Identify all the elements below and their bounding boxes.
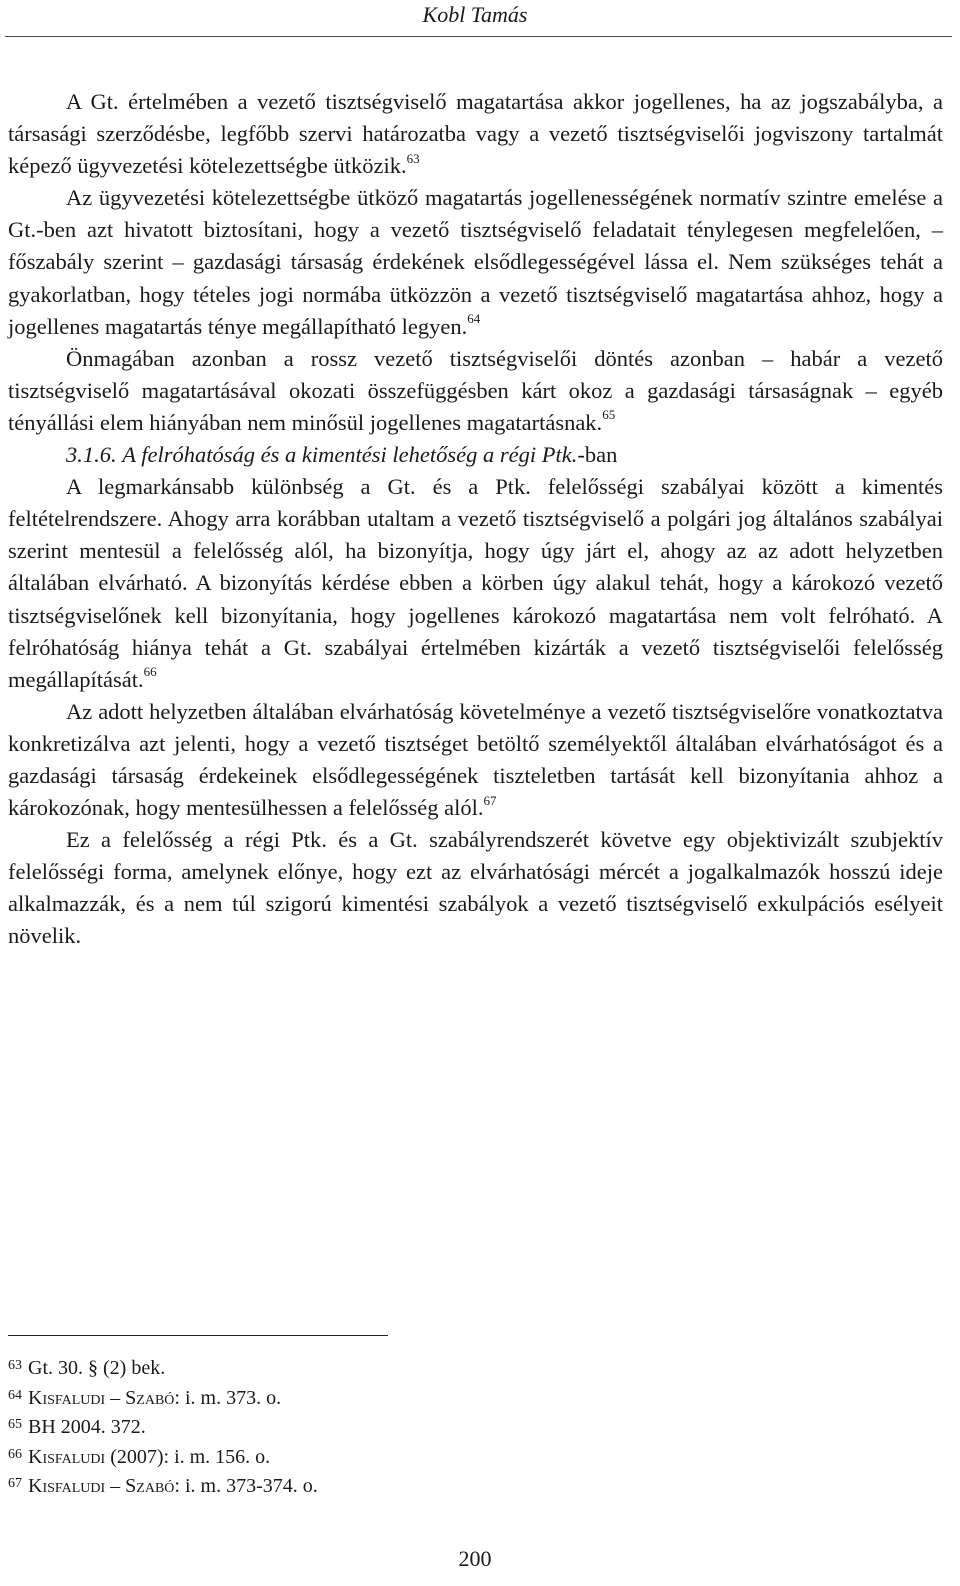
footnote-ref[interactable]: 66 <box>143 664 157 680</box>
section-heading <box>8 439 943 471</box>
paragraph <box>8 471 943 696</box>
paragraph <box>8 343 943 439</box>
footnote <box>8 1354 708 1384</box>
footnote-number: 64 <box>8 1387 22 1403</box>
footnote-number: 66 <box>8 1446 22 1462</box>
footnote-author: Kisfaludi <box>28 1445 106 1468</box>
footnote-text: (2007): i. m. 156. o. <box>105 1445 271 1468</box>
paragraph-text: Önmagában azonban a rossz vezető tisztségviselői döntés azonban – habár a vezető tisztségviselő magatartásával okozati összefüggésben kárt okoz a gazdasági társaságnak – egyéb tényállási elem hiányában nem minősül jogellenes magatartásnak. <box>8 345 943 435</box>
footnote-ref[interactable]: 65 <box>602 407 616 423</box>
footnote <box>8 1384 708 1414</box>
footnote <box>8 1443 708 1473</box>
paragraph-text: Ez a felelősség a régi Ptk. és a Gt. szabályrendszerét követve egy objektivizált szubjektív felelősségi forma, amelynek előnye, hogy ezt az elvárhatósági mércét a jogalkalmazók hosszú ideje alkalmazzák, és a nem túl szigorú kimentési szabályok a vezető tisztségviselő exkulpációs esélyeit növelik. <box>8 827 943 949</box>
running-title: Kobl Tamás <box>422 2 528 27</box>
footnote-number: 63 <box>8 1358 22 1373</box>
paragraph-text: Az ügyvezetési kötelezettségbe ütköző magatartás jogellenességének normatív szintre emelése a Gt.-ben azt hivatott biztosítani, hogy a vezető tisztségviselő feladatait ténylegesen megfelelően, – főszabály szerint – gazdasági társaság érdekének elsődlegességével lássa el. Nem szükséges tehát a gyakorlatban, hogy tételes jogi normába ütközzön a vezető tisztségviselő magatartása ahhoz, hogy a jogellenes magatartás ténye megállapítható legyen. <box>8 185 943 339</box>
page-number: 200 <box>458 1546 492 1571</box>
paragraph <box>8 182 943 342</box>
paragraph-text: Az adott helyzetben általában elvárhatóság követelménye a vezető tisztségviselőre vonatkoztatva konkretizálva azt jelenti, hogy a vezető tisztséget betöltő személyektől általában elvárhatóságot és a gazdasági társaság érdekeinek elsődlegességének tiszteletben tartását kell bizonyítania ahhoz a károkozónak, hogy mentesülhessen a felelősség alól. <box>8 698 943 821</box>
footnote-divider <box>8 1335 388 1336</box>
footnote-number: 65 <box>8 1417 22 1432</box>
section-title: A felróhatóság és a kimentési lehetőség a régi Ptk. <box>122 442 578 468</box>
paragraph <box>8 824 943 952</box>
footnote-ref[interactable]: 64 <box>467 311 481 327</box>
footnote-text: Gt. 30. § (2) bek. <box>28 1357 166 1379</box>
footnotes <box>8 1354 708 1502</box>
footnote-text: : i. m. 373-374. o. <box>174 1475 318 1497</box>
footnote-ref[interactable]: 63 <box>406 150 420 166</box>
paragraph-text: A legmarkánsabb különbség a Gt. és a Ptk. felelősségi szabályai között a kimentés feltételrendszere. Ahogy arra korábban utaltam a vezető tisztségviselő a polgári jog általános szabályai szerint mentesül a felelősség alól, ha bizonyítja, hogy úgy járt el, ahogy az az adott helyzetben általában elvárható. A bizonyítás kérdése ebben a körben úgy alakul tehát, hogy a károkozó vezető tisztségviselőnek kell bizonyítania, hogy jogellenes károkozó magatartása nem volt felróható. A felróhatóság hiánya tehát a Gt. szabályai értelmében kizárták a vezető tisztségviselői felelősség megállapítását. <box>8 474 943 692</box>
paragraph-text: A Gt. értelmében a vezető tisztségviselő magatartása akkor jogellenes, ha az jogszabályba, a társasági szerződésbe, legfőbb szervi határozatba vagy a vezető tisztségviselői jogviszony tartalmát képező ügyvezetési kötelezettségbe ütközik. <box>8 89 943 179</box>
footnote-text: BH 2004. 372. <box>28 1416 146 1438</box>
footnote <box>8 1413 708 1443</box>
footnote-text: : i. m. 373. o. <box>174 1386 282 1409</box>
footnote-number: 67 <box>8 1476 22 1491</box>
section-title-suffix: -ban <box>577 442 618 468</box>
paragraph <box>8 86 943 182</box>
footnote-author: Kisfaludi – Szabó <box>28 1386 175 1409</box>
footnote <box>8 1472 708 1502</box>
section-number: 3.1.6. <box>66 442 117 468</box>
running-header <box>0 0 960 36</box>
paragraph <box>8 696 943 824</box>
main-text <box>8 86 943 953</box>
header-divider <box>5 36 952 37</box>
footnote-author: Kisfaludi – Szabó <box>28 1475 175 1497</box>
footnote-ref[interactable]: 67 <box>483 792 497 808</box>
